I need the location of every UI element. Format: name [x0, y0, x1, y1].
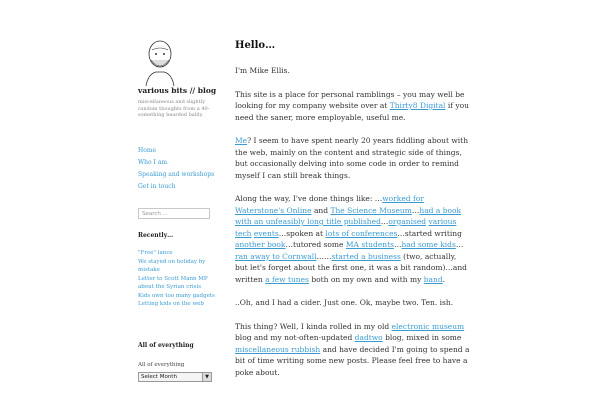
text: … [380, 217, 389, 226]
recent-post-link[interactable]: Kids own too many gadgets [138, 292, 215, 299]
text: blog and my not-often-updated [235, 333, 355, 342]
text: …tutored some [285, 240, 346, 249]
text: This thing? Well, I kinda rolled in my old [235, 321, 392, 331]
post-paragraph-1: I'm Mike Ellis. [235, 66, 290, 75]
recent-post-link[interactable]: Letter to Scott Mann MP about the Syrian crisis [138, 275, 208, 290]
text: Along the way, I've done things like: … [235, 194, 383, 203]
band-link[interactable]: band [423, 274, 443, 284]
text: …started writing [397, 228, 462, 238]
text: and have decided I'm going to spend a bit of time writing some new posts. Please feel free to have a poke about. [235, 344, 470, 377]
recent-post-link[interactable]: "Free" lance [138, 250, 173, 256]
sidebar-nav [138, 145, 218, 193]
ma-students-link[interactable]: MA students [345, 240, 394, 249]
organised-link[interactable]: organised [388, 217, 427, 226]
post-content [235, 40, 470, 390]
text: (two, actually, but let's forget about the first one, it was a bit random)…and written [235, 251, 467, 284]
nav-item-who-i-am[interactable]: Who I am [138, 159, 168, 166]
tunes-link[interactable]: a few tunes [265, 274, 309, 284]
nav-item-speaking[interactable]: Speaking and workshops [138, 171, 215, 178]
text: if you need the saner, more employable, useful me. [235, 101, 469, 122]
cornwall-link[interactable]: ran away to Cornwall [235, 251, 317, 261]
site-title[interactable]: various bits // blog [138, 86, 217, 95]
text: …… [316, 251, 332, 261]
me-link[interactable]: Me [235, 136, 248, 145]
post-paragraph-3 [235, 135, 470, 181]
waterstones-link[interactable]: Waterstone's Online [235, 205, 312, 215]
text: ? I seem to have spent nearly 20 years fiddling about with the web, mainly on the content and strategic side of things, but occasionally delving into some code in order to remind myself I can still break things. [235, 136, 469, 180]
business-link[interactable]: started a business [331, 251, 401, 261]
post-paragraph-2 [235, 89, 470, 124]
another-book-link[interactable]: another book [235, 240, 286, 249]
kids-link[interactable]: had some kids [401, 240, 456, 249]
text: … [411, 205, 420, 215]
text: … [393, 240, 402, 249]
chevron-down-icon[interactable]: ▼ [202, 373, 211, 381]
text: … [455, 240, 464, 249]
text: . [442, 274, 446, 284]
archive-label: All of everything [138, 362, 185, 368]
recent-post-link[interactable]: We stayed on holiday by mistake [138, 258, 206, 273]
archive-select-value: Select Month [141, 374, 177, 380]
text: both on my own and with my [308, 274, 424, 284]
site-description: miscellaneous and slightly random thoughts from a 40-something bearded baldy. [138, 99, 210, 118]
conferences-link[interactable]: lots of conferences [325, 228, 398, 238]
miscellaneous-rubbish-link[interactable]: miscellaneous rubbish [235, 344, 321, 354]
post-paragraph-4 [235, 193, 470, 285]
recent-heading: Recently… [138, 232, 174, 239]
text: This site is a place for personal ramblings – you may well be looking for my company website over at [235, 89, 465, 110]
dadtwo-link[interactable]: dadtwo [354, 333, 383, 342]
text: blog, mixed in some [382, 333, 462, 342]
thirty8-digital-link[interactable]: Thirty8 Digital [389, 101, 446, 110]
recent-post-link[interactable]: Letting kids on the web [138, 301, 204, 307]
electronic-museum-link[interactable]: electronic museum [391, 321, 465, 331]
nav-item-home[interactable]: Home [138, 147, 157, 154]
book-link[interactable]: had a book with an unfeasibly long title published [235, 205, 462, 226]
events-link[interactable]: events [253, 228, 279, 238]
text: …spoken at [278, 228, 326, 238]
archive-heading: All of everything [138, 342, 194, 349]
post-title: Hello… [235, 40, 276, 51]
search-input[interactable]: Search ... [138, 208, 210, 219]
post-paragraph-6 [235, 321, 470, 379]
various-link[interactable]: various [428, 217, 457, 226]
post-paragraph-5: ..Oh, and I had a cider. Just one. Ok, maybe two. Ten. ish. [235, 298, 454, 307]
tech-link[interactable]: tech [235, 228, 252, 238]
avatar [142, 38, 178, 90]
recent-posts-list [138, 249, 216, 309]
archive-month-select[interactable] [138, 372, 212, 382]
nav-item-get-in-touch[interactable]: Get in touch [138, 183, 176, 190]
text: and [311, 205, 331, 215]
science-museum-link[interactable]: The Science Museum [330, 205, 412, 215]
worked-for-link[interactable]: worked for [382, 194, 424, 203]
